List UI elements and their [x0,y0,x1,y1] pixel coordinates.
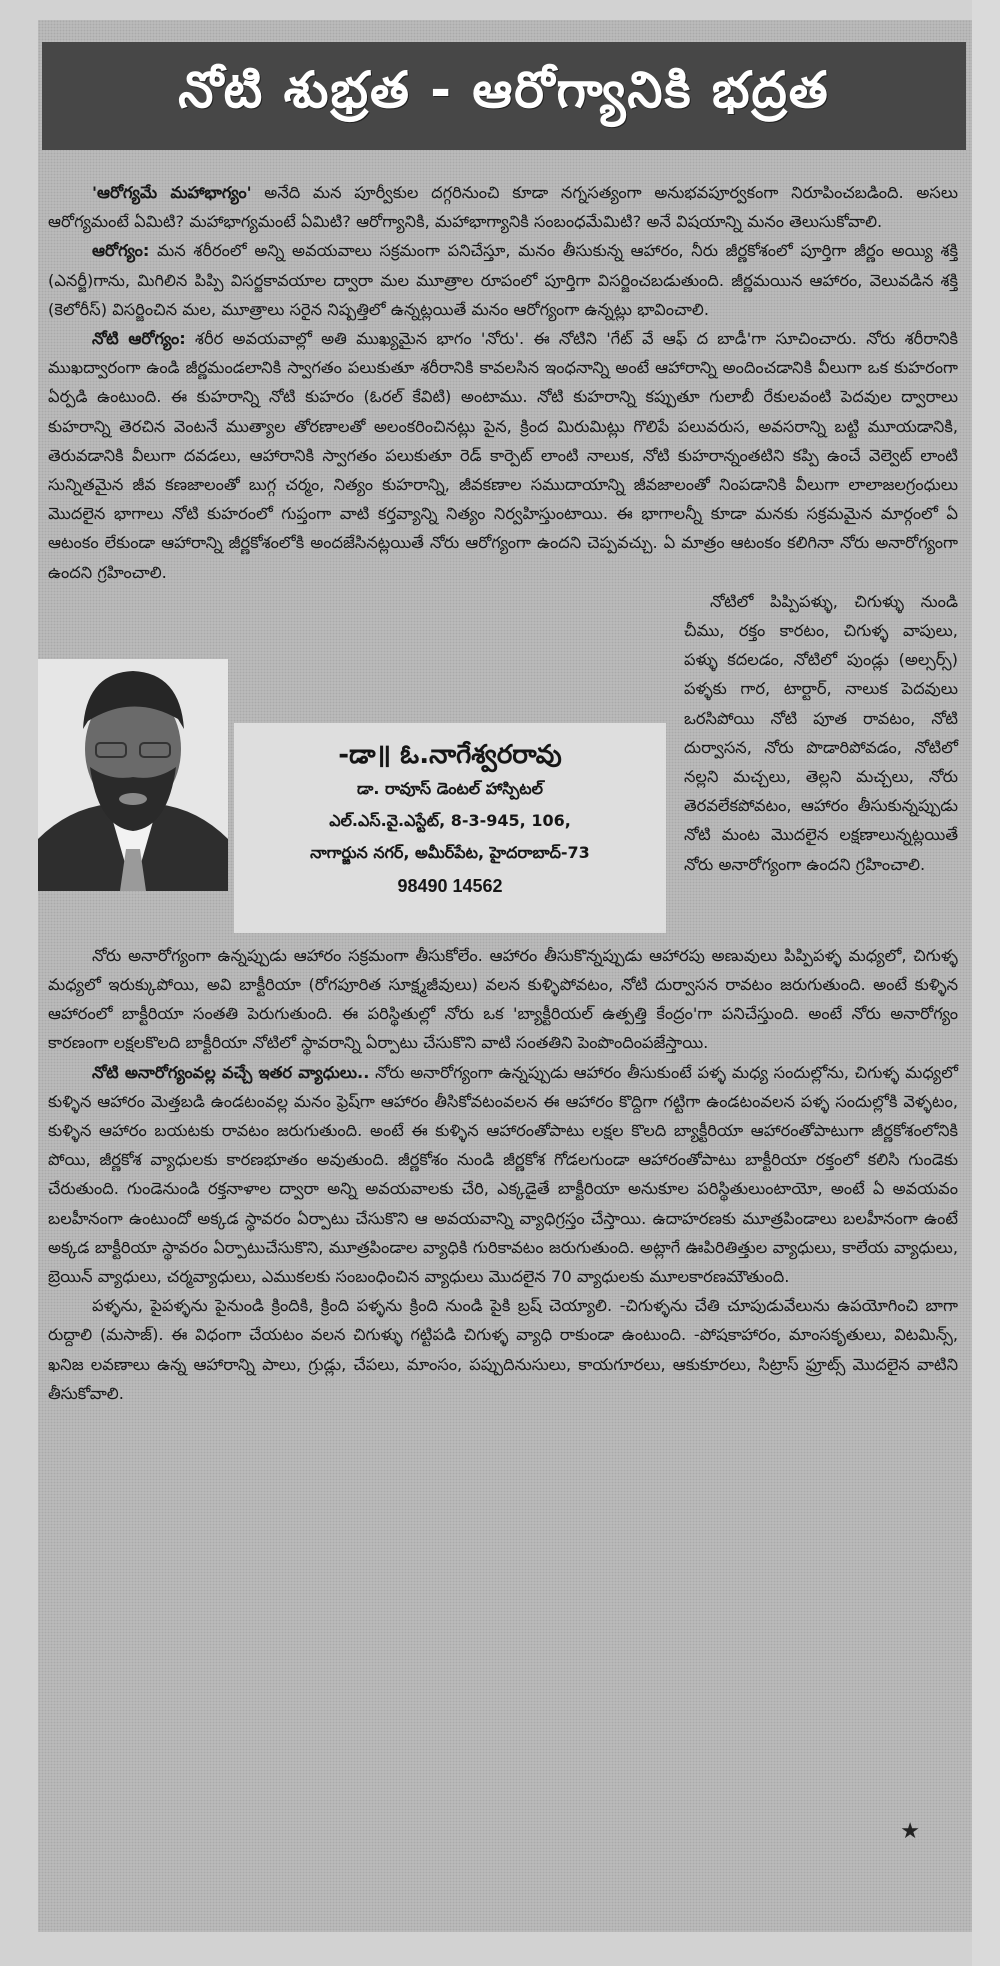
subhead-health: ఆరోగ్యం: [92,241,150,261]
address-line-1: ఎల్.ఎస్.వై.ఎస్టేట్, 8-3-945, 106, [329,810,571,830]
phone-number: 98490 14562 [397,875,503,896]
newspaper-clipping [38,20,972,1932]
intro-text: అనేది మన పూర్వీకుల దగ్గరినుంచి కూడా నగ్నసత్యంగా అనుభవపూర్వకంగా నిరూపించబడింది. అసలు ఆరోగ్యమంటే ఏమిటి? మహాభాగ్యమంటే ఏమిటి? ఆరోగ్యానికి, మహాభాగ్యానికి సంబంధమేమిటి? అనే విషయాన్ని మనం తెలుసుకోవాలి. [48,183,959,232]
headline-title: నోటి శుభ్రత - ఆరోగ్యానికి భద్రత [178,60,830,119]
page-edge [972,0,1000,1966]
end-star-icon: ★ [900,1819,920,1844]
diseases-text: నోరు అనారోగ్యంగా ఉన్నప్పుడు ఆహారం తీసుకుంటే పళ్ళ మధ్య సందుల్లోను, చిగుళ్ళ మధ్యలో కుళ్ళిన ఆహారం మెత్తబడి ఉండటంవల్ల మనం ఫ్రెష్‌గా ఆహారం తీసికోవటంవలన ఈ ఆహారం కొద్దిగా గట్టిగా ఉండటంవలన పళ్ళ సందుల్లోకి వెళ్ళటం, కుళ్ళిన ఆహారం బయటకు రావటం జరుగుతుంది. అంటే ఈ కుళ్ళిన ఆహారంతోపాటు లక్షల కొలది బ్యాక్టీరియా ఆహారంతోపాటుగా జీర్ణకోశంలోనికి పోయి, జీర్ణకోశ వ్యాధులకు కారణభూతం అవుతుంది. జీర్ణకోశం నుండి జీర్ణకోశ గోడలగుండా ఆహారంతోపాటు బాక్టీరియా రక్తంలో కలిసి గుండెకు చేరుతుంది. గుండెనుండి రక్తనాళాల ద్వారా అన్ని అవయవాలకు చేరి, ఎక్కడైతే బాక్టీరియా అనుకూల పరిస్థితులుంటాయో, అంటే ఏ అవయవం బలహీనంగా ఉంటుందో అక్కడ స్థావరం ఏర్పాటు చేసుకొని ఆ అవయవాన్ని వ్యాధిగ్రస్తం చేస్తాయి. ఉదాహరణకు మూత్రపిండాలు బలహీనంగా ఉంటే అక్కడ బాక్టీరియా స్థావరం ఏర్పాటుచేసుకొని, మూత్రపిండాల వ్యాధికి గురికావటం జరుగుతుంది. అట్లాగే ఊపిరితిత్తుల వ్యాధులు, కాలేయ వ్యాధులు, బ్రెయిన్ వ్యాధులు, చర్మవ్యాధులు, ఎముకలకు సంబంధించిన వ్యాధులు మొదలైన 70 వ్యాధులకు మూలకారణమౌతుంది. [48,1062,958,1287]
byline-box [234,723,666,933]
hospital-name: డా. రావూస్ డెంటల్ హాస్పిటల్ [357,778,543,798]
author-name: -డా॥ ఓ.నాగేశ్వరరావు [338,739,562,770]
author-portrait-icon [38,659,228,891]
intro-quote: 'ఆరోగ్యమే మహాభాగ్యం' [92,183,252,202]
oral-health-paragraph [48,324,958,587]
advice-paragraph: పళ్ళను, పైపళ్ళను పైనుండి క్రిందికి, క్రింది పళ్ళను క్రింది నుండి పైకి బ్రష్ చెయ్యాలి. -చిగుళ్ళను చేతి చూపుడువేలును ఉపయోగించి బాగా రుద్దాలి (మసాజ్). ఈ విధంగా చేయటం వలన చిగుళ్ళు గట్టిపడి చిగుళ్ళ వ్యాధి రాకుండా ఉంటుంది. -పోషకాహారం, మాంసకృతులు, విటమిన్స్, ఖనిజ లవణాలు ఉన్న ఆహారాన్ని పాలు, గ్రుడ్లు, చేపలు, మాంసం, పప్పుదినుసులు, కాయగూరలు, ఆకుకూరలు, సిట్రాస్ ఫ్రూట్స్ మొదలైన వాటిని తీసుకోవాలి. [48,1296,958,1403]
unhealthy-paragraph: నోరు అనారోగ్యంగా ఉన్నప్పుడు ఆహారం సక్రమంగా తీసుకోలేం. ఆహారం తీసుకొన్నప్పుడు ఆహారపు అణువులు పిప్పిపళ్ళ మధ్యలో, చిగుళ్ళ మధ్యలో ఇరుక్కుపోయి, అవి బాక్టీరియా (రోగపూరిత సూక్ష్మజీవులు) వలన కుళ్ళిపోవటం, నోటి దుర్వాసన రావటం జరుగుతుంది. అంటే కుళ్ళిన ఆహారంలో బాక్టీరియా సంతతి పెరుగుతుంది. ఈ పరిస్థితుల్లో నోరు ఒక 'బ్యాక్టీరియల్ ఉత్పత్తి కేంద్రం'గా పనిచేస్తుంది. అంటే నోరు అనారోగ్యం కారణంగా లక్షలకొలది బాక్టీరియా నోటిలో స్థావరాన్ని ఏర్పాటు చేసుకొని వాటి సంతతిని పెంపొందింపజేస్తాయి. [48,945,958,1053]
subhead-diseases: నోటి అనారోగ్యంవల్ల వచ్చే ఇతర వ్యాధులు.. [92,1062,370,1082]
author-photo [38,659,228,891]
subhead-oral-health: నోటి ఆరోగ్యం: [92,329,186,349]
symptoms-text: నోటిలో పిప్పిపళ్ళు, చిగుళ్ళు నుండి చీము, రక్తం కారటం, చిగుళ్ళ వాపులు, పళ్ళు కదలడం, నోటిలో పుండ్లు (అల్సర్స్) పళ్ళకు గార, టార్టార్, నాలుక పెదవులు ఒరసిపోయి నోటి పూత రావటం, నోటి దుర్వాసన, నోరు పొడారిపోవడం, నోటిలో నల్లని మచ్చలు, తెల్లని మచ్చలు, నోరు తెరవలేకపోవటం, ఆహారం తీసుకున్నప్పుడు నోటి మంట మొదలైన లక్షణాలున్నట్లయితే నోరు అనారోగ్యంగా ఉందని గ్రహించాలి. [684,591,958,874]
diseases-paragraph [48,1058,958,1292]
health-paragraph [48,236,958,324]
health-text: మన శరీరంలో అన్ని అవయవాలు సక్రమంగా పనిచేస్తూ, మనం తీసుకున్న ఆహారం, నీరు జీర్ణకోశంలో పూర్తిగా జీర్ణం అయ్యి శక్తి (ఎనర్జీ)గాను, మిగిలిన పిప్పి విసర్జకావయాల ద్వారా మల మూత్రాల రూపంలో పూర్తిగా విసర్జించబడుతుంది. జీర్ణమయిన ఆహారం, వెలువడిన శక్తి (కెలోరీస్) విసర్జించిన మల, మూత్రాలు సరైన నిష్పత్తిలో ఉన్నట్లయితే మనం ఆరోగ్యంగా ఉన్నట్లు భావించాలి. [48,241,958,319]
author-block [38,649,668,937]
article-body [48,178,958,1408]
byline-wrap-section [48,587,958,941]
address-line-2: నాగార్జున నగర్, అమీర్‌పేట, హైదరాబాద్-73 [310,842,590,862]
oral-health-text: శరీర అవయవాల్లో అతి ముఖ్యమైన భాగం 'నోరు'. ఈ నోటిని 'గేట్ వే ఆఫ్ ద బాడీ'గా సూచించారు. నోరు శరీరానికి ముఖద్వారంగా ఉండి జీర్ణమండలానికి స్వాగతం పలుకుతూ శరీరానికి కావలసిన ఇంధనాన్ని అంటే ఆహారాన్ని అందించడానికి వీలుగా ఒక కుహరంగా ఏర్పడి ఉంటుంది. ఈ కుహరాన్ని నోటి కుహరం (ఓరల్ కేవిటి) అంటాము. నోటి కుహరాన్ని కప్పుతూ గులాబీ రేకులవంటి పెదవుల ద్వారాలు కుహరాన్ని తెరచిన వెంటనే ముత్యాల తోరణాలతో అలంకరించినట్లు పైన, క్రింద మిరుమిట్లు గొలిపే పలువరుస, అవసరాన్ని బట్టి మూయడానికి, తెరువడానికి వీలుగా దవడలు, ఆహారానికి స్వాగతం పలుకుతూ రెడ్ కార్పెట్ లాంటి నాలుక, నోటి కుహరాన్నంతటిని కప్పి ఉంచే వెల్వెట్ లాంటి సున్నితమైన జీవ కణజాలంతో బుగ్గ చర్మం, నిత్యం కుహరాన్ని, జీవకణాల సముదాయాన్ని జీవజాలంతో నింపడానికి వీలుగా లాలాజలగ్రంధులు మొదలైన భాగాలు నోటి కుహరంలో గుప్తంగా వాటి కర్తవ్యాన్ని నిత్యం నిర్వహిస్తుంటాయి. ఈ భాగాలన్నీ కూడా మనకు సక్రమమైన మార్గంలో ఏ ఆటంకం లేకుండా ఆహారాన్ని జీర్ణకోశంలోకి అందజేసినట్లయితే నోరు ఆరోగ్యంగా ఉందని చెప్పవచ్చు. ఏ మాత్రం ఆటంకం కలిగినా నోరు అనారోగ్యంగా ఉందని గ్రహించాలి. [48,329,958,582]
intro-paragraph [48,178,958,236]
headline-banner [42,42,966,150]
